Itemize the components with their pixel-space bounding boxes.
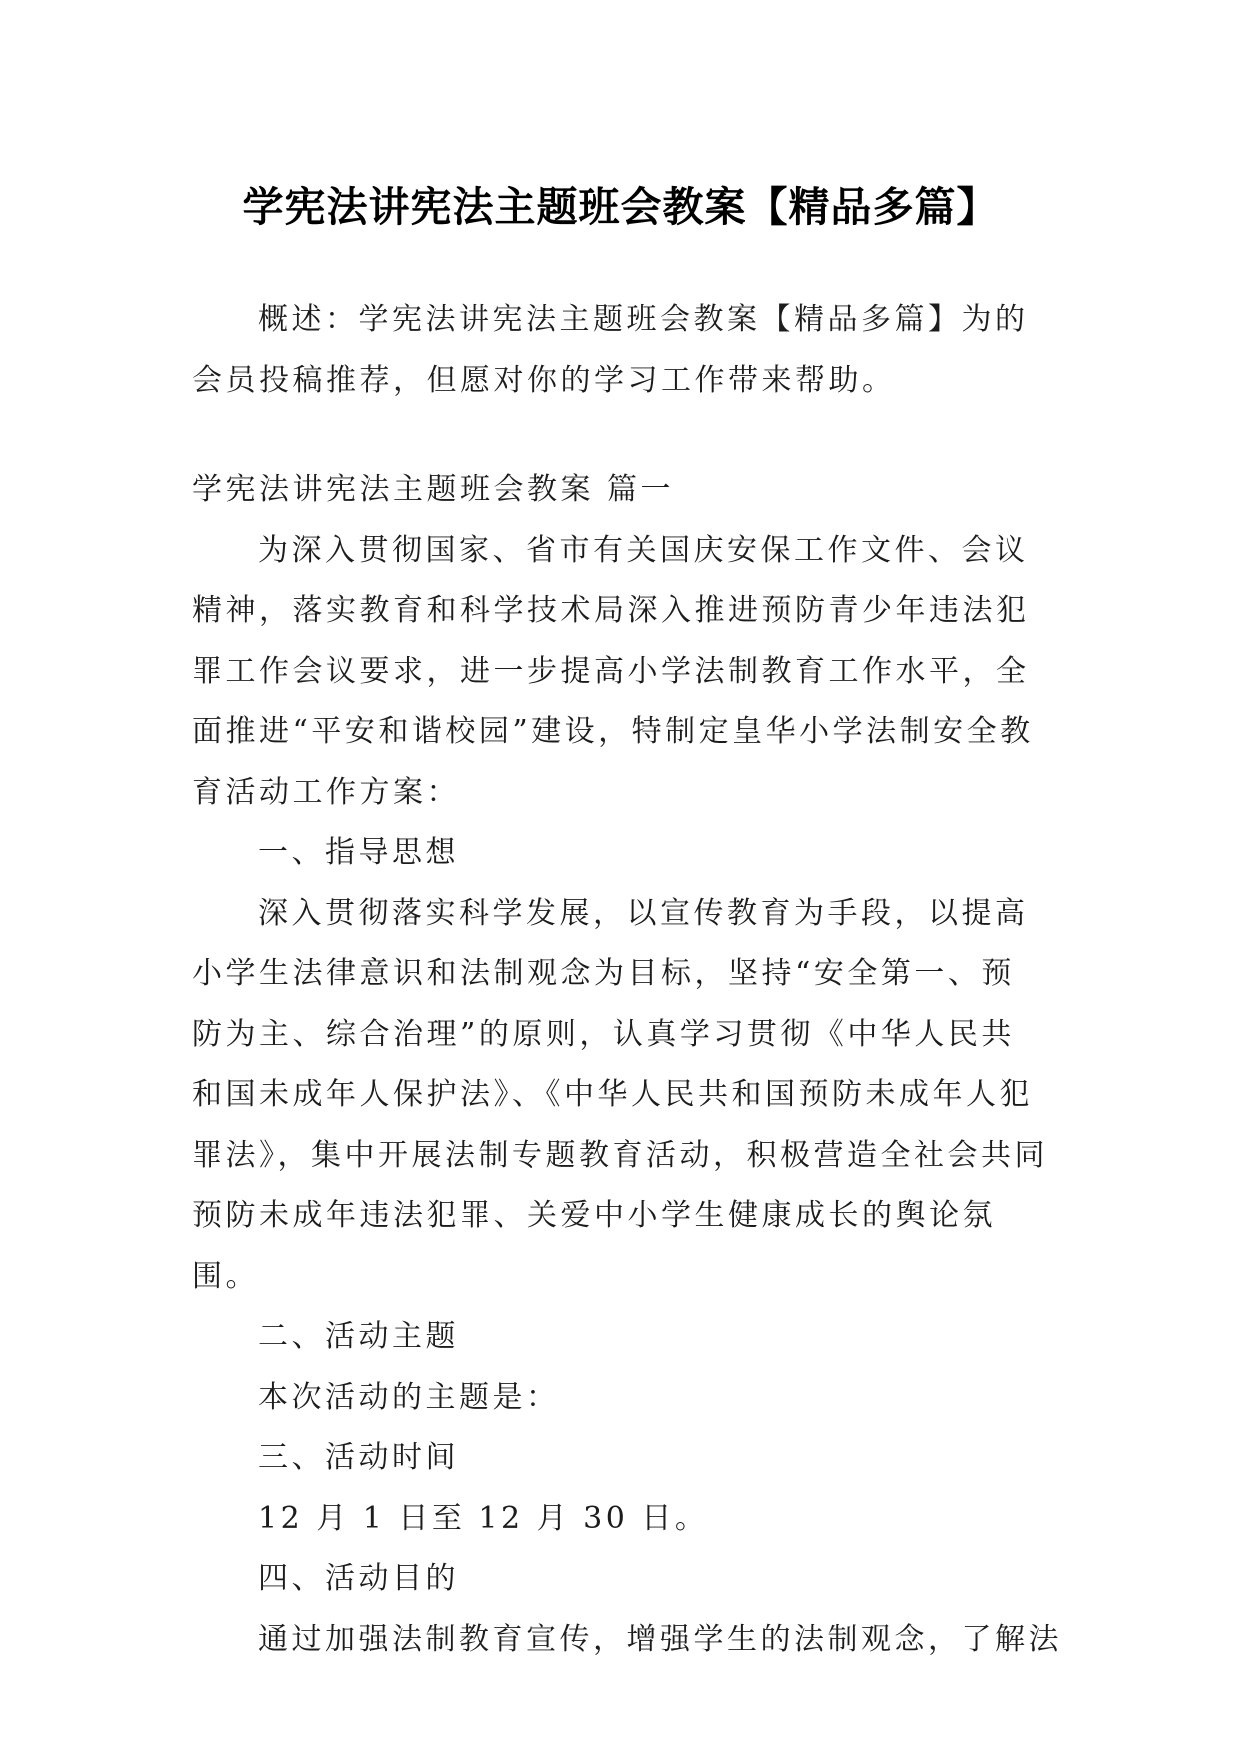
activity-theme-paragraph: 本次活动的主题是： [258,1379,560,1415]
section-heading: 学宪法讲宪法主题班会教案 篇一 [192,472,675,507]
summary-block [192,290,1048,411]
activity-purpose-paragraph: 通过加强法制教育宣传，增强学生的法制观念，了解法 [258,1621,1062,1657]
heading-guiding-ideology: 一、指导思想 [258,835,459,870]
main-content [192,460,1062,1670]
activity-time-paragraph: 12 月 1 日至 12 月 30 日。 [258,1500,709,1536]
summary-paragraph: 概述：学宪法讲宪法主题班会教案【精品多篇】为的会员投稿推荐，但愿对你的学习工作带来帮助。 [192,302,1029,398]
document-title: 学宪法讲宪法主题班会教案【精品多篇】 [242,183,999,232]
heading-activity-time: 三、活动时间 [258,1440,459,1475]
heading-activity-theme: 二、活动主题 [258,1319,459,1354]
guiding-ideology-paragraph: 深入贯彻落实科学发展，以宣传教育为手段，以提高小学生法律意识和法制观念为目标，坚持“安全第一、预防为主、综合治理”的原则，认真学习贯彻《中华人民共和国未成年人保护法》、《中华人民共和国预防未成年人犯罪法》，集中开展法制专题教育活动，积极营造全社会共同预防未成年违法犯罪、关爱中小学生健康成长的舆论氛围。 [192,895,1048,1294]
heading-activity-purpose: 四、活动目的 [258,1561,459,1596]
intro-paragraph: 为深入贯彻国家、省市有关国庆安保工作文件、会议精神，落实教育和科学技术局深入推进预防青少年违法犯罪工作会议要求，进一步提高小学法制教育工作水平，全面推进“平安和谐校园”建设，特制定皇华小学法制安全教育活动工作方案： [192,532,1034,810]
